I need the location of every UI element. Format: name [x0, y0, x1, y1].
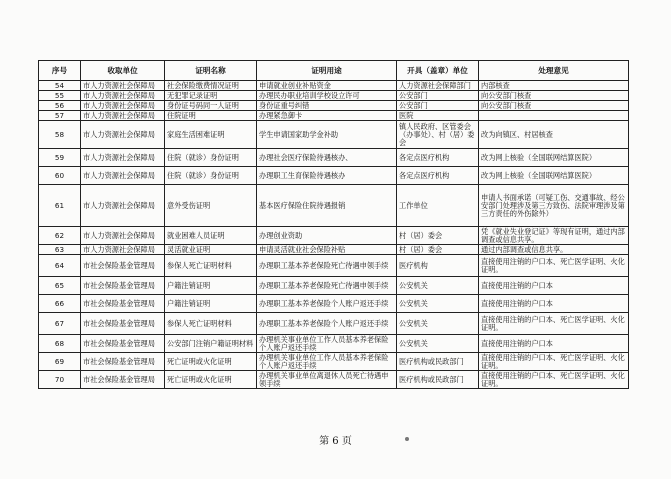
table-header-row — [39, 61, 629, 81]
table-cell: 64 — [39, 255, 81, 277]
table-cell: 申请人书面承诺（可疑工伤、交通事故、经公安部门处理涉及第三方致伤、法院审理涉及第三方责任的外伤除外） — [479, 185, 629, 227]
table-cell: 市社会保险基金管理局 — [81, 353, 165, 371]
table-cell: 改为网上核验（全国联网结算医院） — [479, 167, 629, 185]
table-cell: 住院证明 — [165, 111, 257, 121]
table-cell: 就业困难人员证明 — [165, 227, 257, 245]
table-cell: 基本医疗保险住院待遇报销 — [257, 185, 397, 227]
table-cell: 市人力资源社会保障局 — [81, 111, 165, 121]
table-cell: 直接使用注销的户口本 — [479, 335, 629, 353]
table-row — [39, 121, 629, 149]
table-row — [39, 91, 629, 101]
table-cell: 办理民办职业培训学校设立许可 — [257, 91, 397, 101]
table-cell: 办理职工基本养老保险个人账户返还手续 — [257, 295, 397, 313]
table-cell: 57 — [39, 111, 81, 121]
table-cell: 66 — [39, 295, 81, 313]
table-cell: 申请灵活就业社会保险补贴 — [257, 245, 397, 255]
table-cell: 办理职工基本养老保险死亡待遇申领手续 — [257, 255, 397, 277]
table-cell: 70 — [39, 371, 81, 389]
table-cell: 住院（就诊）身份证明 — [165, 167, 257, 185]
table-cell: 63 — [39, 245, 81, 255]
table-cell: 60 — [39, 167, 81, 185]
table-cell: 59 — [39, 149, 81, 167]
table-cell: 公安机关 — [397, 335, 479, 353]
table-cell: 市人力资源社会保障局 — [81, 149, 165, 167]
table-cell: 医疗机构 — [397, 255, 479, 277]
table-cell: 参保人死亡证明材料 — [165, 255, 257, 277]
ink-dot — [405, 437, 409, 441]
table-cell: 社会保险缴费情况证明 — [165, 81, 257, 91]
table-cell: 65 — [39, 277, 81, 295]
table-cell: 内部核查 — [479, 81, 629, 91]
header-index: 序号 — [39, 61, 81, 81]
table-cell: 办理社会医疗保险待遇核办、 — [257, 149, 397, 167]
table-cell: 家庭生活困难证明 — [165, 121, 257, 149]
table-cell: 通过内部调查或信息共享。 — [479, 245, 629, 255]
header-purpose: 证明用途 — [257, 61, 397, 81]
table-cell: 申请就业创业补贴资金 — [257, 81, 397, 91]
table-cell: 市社会保险基金管理局 — [81, 277, 165, 295]
table-cell: 户籍注销证明 — [165, 277, 257, 295]
table-cell: 市人力资源社会保障局 — [81, 121, 165, 149]
table-cell: 直接使用注销的户口本 — [479, 277, 629, 295]
table-cell: 各定点医疗机构 — [397, 167, 479, 185]
table-cell: 身份证号码同一人证明 — [165, 101, 257, 111]
table-cell: 68 — [39, 335, 81, 353]
table-cell: 公安机关 — [397, 313, 479, 335]
header-receiver: 收取单位 — [81, 61, 165, 81]
table-cell: 54 — [39, 81, 81, 91]
table-cell: 医疗机构或民政部门 — [397, 353, 479, 371]
table-cell: 死亡证明或火化证明 — [165, 353, 257, 371]
table-cell: 向公安部门核查 — [479, 91, 629, 101]
table-cell: 人力资源社会保障部门 — [397, 81, 479, 91]
table-cell: 医疗机构或民政部门 — [397, 371, 479, 389]
table-cell: 办理机关事业单位工作人员基本养老保险个人账户返还手续 — [257, 353, 397, 371]
table-cell: 各定点医疗机构 — [397, 149, 479, 167]
table-cell: 无犯罪记录证明 — [165, 91, 257, 101]
table-row — [39, 81, 629, 91]
table-cell: 学生申请国家助学金补助 — [257, 121, 397, 149]
table-row — [39, 111, 629, 121]
table-cell: 办理创业资助 — [257, 227, 397, 245]
table-cell: 67 — [39, 313, 81, 335]
table-row — [39, 167, 629, 185]
table-cell: 直接使用注销的户口本、死亡医学证明、火化证明。 — [479, 255, 629, 277]
table-cell: 办理职工生育保险待遇核办 — [257, 167, 397, 185]
table-row — [39, 227, 629, 245]
table-row — [39, 185, 629, 227]
table-cell: 办理职工基本养老保险死亡待遇申领手续 — [257, 277, 397, 295]
table-cell: 凭《就业失业登记证》等现有证明，通过内部调查或信息共享。 — [479, 227, 629, 245]
table-cell: 公安部门 — [397, 101, 479, 111]
table-cell: 向公安部门核查 — [479, 101, 629, 111]
table-cell: 市社会保险基金管理局 — [81, 295, 165, 313]
table-cell: 改为网上核验（全国联网结算医院） — [479, 149, 629, 167]
table-cell: 改为向镇区、村居核查 — [479, 121, 629, 149]
table-cell: 市人力资源社会保障局 — [81, 101, 165, 111]
table-cell: 市社会保险基金管理局 — [81, 335, 165, 353]
table-cell: 市人力资源社会保障局 — [81, 91, 165, 101]
table-cell: 市人力资源社会保障局 — [81, 227, 165, 245]
table-cell: 公安机关 — [397, 295, 479, 313]
table-row — [39, 101, 629, 111]
table-cell: 村（居）委会 — [397, 227, 479, 245]
table-row — [39, 149, 629, 167]
table-cell: 55 — [39, 91, 81, 101]
table-cell: 参保人死亡证明材料 — [165, 313, 257, 335]
table-cell: 办理职工基本养老保险个人账户返还手续 — [257, 313, 397, 335]
table-row — [39, 277, 629, 295]
header-issuer: 开具（盖章）单位 — [397, 61, 479, 81]
table-cell: 市社会保险基金管理局 — [81, 255, 165, 277]
table-cell: 市社会保险基金管理局 — [81, 371, 165, 389]
table-row — [39, 353, 629, 371]
table-cell: 市人力资源社会保障局 — [81, 185, 165, 227]
table-cell: 69 — [39, 353, 81, 371]
table-cell: 镇人民政府、区管委会（办事处）、村（居）委会 — [397, 121, 479, 149]
table-cell: 62 — [39, 227, 81, 245]
table-cell: 身份证重号纠错 — [257, 101, 397, 111]
table-cell: 直接使用注销的户口本、死亡医学证明、火化证明。 — [479, 371, 629, 389]
table-cell: 办理紧急御卡 — [257, 111, 397, 121]
table-row — [39, 255, 629, 277]
table-cell: 户籍注销证明 — [165, 295, 257, 313]
table-cell — [479, 111, 629, 121]
table-cell: 灵活就业证明 — [165, 245, 257, 255]
table-cell: 公安部门注销户籍证明材料 — [165, 335, 257, 353]
table-cell: 56 — [39, 101, 81, 111]
table-row — [39, 245, 629, 255]
table-cell: 58 — [39, 121, 81, 149]
table-cell: 意外受伤证明 — [165, 185, 257, 227]
table-row — [39, 335, 629, 353]
table-cell: 直接使用注销的户口本、死亡医学证明、火化证明。 — [479, 313, 629, 335]
table-cell: 市人力资源社会保障局 — [81, 167, 165, 185]
table-cell: 工作单位 — [397, 185, 479, 227]
table-row — [39, 371, 629, 389]
header-cert-name: 证明名称 — [165, 61, 257, 81]
header-opinion: 处理意见 — [479, 61, 629, 81]
table-cell: 市人力资源社会保障局 — [81, 81, 165, 91]
table-cell: 公安部门 — [397, 91, 479, 101]
certificate-table — [38, 60, 629, 389]
table-cell: 直接使用注销的户口本、死亡医学证明、火化证明。 — [479, 353, 629, 371]
table-cell: 61 — [39, 185, 81, 227]
table-row — [39, 295, 629, 313]
table-cell: 办理机关事业单位离退休人员死亡待遇申领手续 — [257, 371, 397, 389]
table-cell: 办理机关事业单位工作人员基本养老保险个人账户返还手续 — [257, 335, 397, 353]
table-cell: 村（居）委会 — [397, 245, 479, 255]
table-row — [39, 313, 629, 335]
table-cell: 市人力资源社会保障局 — [81, 245, 165, 255]
table-cell: 公安机关 — [397, 277, 479, 295]
table-cell: 市社会保险基金管理局 — [81, 313, 165, 335]
table-cell: 直接使用注销的户口本 — [479, 295, 629, 313]
table-cell: 医院 — [397, 111, 479, 121]
page-number: 第 6 页 — [319, 436, 352, 447]
table-cell: 死亡证明或火化证明 — [165, 371, 257, 389]
table-cell: 住院（就诊）身份证明 — [165, 149, 257, 167]
